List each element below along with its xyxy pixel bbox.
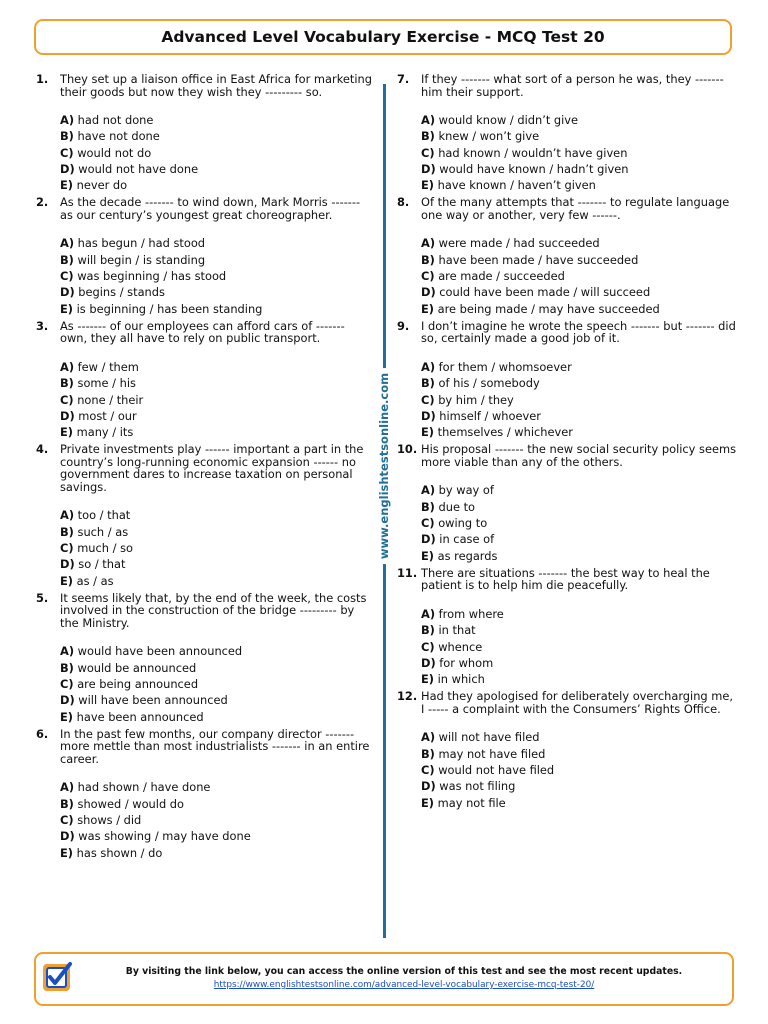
answer-option[interactable] [60,524,372,540]
option-text: was beginning / has stood [77,269,227,284]
option-text: would have known / hadn’t given [439,161,629,176]
option-letter: C) [60,145,74,160]
option-text: are being announced [77,677,199,692]
site-watermark: www.englishtestsonline.com [373,368,395,564]
question-text: I don’t imagine he wrote the speech ------- but ------- did so, certainly made a good job of it. [421,318,736,346]
option-letter: C) [60,541,74,556]
option-letter: B) [421,499,435,514]
option-text: will have been announced [78,693,228,708]
option-text: have not done [77,129,160,144]
option-letter: C) [421,516,435,531]
option-letter: C) [421,763,435,778]
answer-options [60,112,372,193]
question-number: 11. [397,565,418,580]
answer-option[interactable] [60,112,372,128]
online-test-link[interactable]: https://www.englishtestsonline.com/advanced-level-vocabulary-exercise-mcq-test-20/ [213,980,595,990]
answer-options [60,507,372,588]
option-letter: B) [60,660,74,675]
option-text: many / its [76,425,134,440]
option-text: would have been announced [77,644,243,659]
option-text: so / that [78,557,126,572]
option-text: will not have filed [438,730,540,745]
answer-option[interactable] [421,424,737,440]
answer-option[interactable] [60,643,372,659]
answer-option[interactable] [421,252,737,268]
option-letter: E) [60,573,73,588]
answer-option[interactable] [421,145,737,161]
option-text: as regards [437,548,498,563]
question-number: 9. [397,318,410,333]
answer-option[interactable] [421,671,737,687]
question-text: Private investments play ------ important a part in the country’s long-running economic expansion ------ no government dares to increase taxation on personal savings. [60,442,364,494]
answer-options [421,729,737,810]
answer-option[interactable] [421,746,737,762]
option-text: will begin / is standing [77,252,206,267]
option-text: by way of [438,483,494,498]
option-text: shows / did [77,813,142,828]
questions-column-right [397,73,737,814]
answer-option[interactable] [421,762,737,778]
option-letter: D) [421,408,436,423]
answer-option[interactable] [421,531,737,547]
answer-option[interactable] [60,268,372,284]
option-text: few / them [77,359,139,374]
option-letter: A) [60,113,75,127]
option-text: most / our [78,408,137,423]
option-text: would be announced [77,660,197,675]
option-text: has shown / do [76,845,163,860]
question-text: In the past few months, our company director ------- more mettle than most industrialists ------- in an entire career. [60,726,370,766]
answer-options [421,235,737,316]
question-item [36,728,372,861]
option-text: is beginning / has been standing [76,301,263,316]
option-text: could have been made / will succeed [439,285,651,300]
option-letter: A) [421,730,436,745]
option-letter: D) [60,693,75,708]
option-letter: A) [60,644,75,659]
answer-option[interactable] [421,177,737,193]
question-item [397,567,737,687]
question-item [397,320,737,440]
question-number: 2. [36,195,49,210]
answer-option[interactable] [421,161,737,177]
answer-option[interactable] [60,177,372,193]
option-letter: D) [60,557,75,572]
question-number: 12. [397,689,418,704]
option-text: would not have done [78,161,199,176]
answer-option[interactable] [421,375,737,391]
option-text: knew / won’t give [438,129,540,144]
question-text: As ------- of our employees can afford cars of ------- own, they all have to rely on public transport. [60,318,345,346]
option-letter: A) [60,508,75,523]
option-letter: A) [421,606,436,621]
option-letter: E) [421,672,434,687]
option-text: as / as [76,573,114,588]
option-text: in that [438,623,476,638]
answer-options [60,643,372,724]
answer-options [421,112,737,193]
answer-option[interactable] [60,556,372,572]
answer-option[interactable] [60,540,372,556]
option-letter: B) [421,252,435,267]
question-number: 5. [36,590,49,605]
answer-options [421,482,737,563]
answer-option[interactable] [421,795,737,811]
option-text: owing to [438,516,488,531]
option-text: from where [438,606,504,621]
option-text: have been announced [76,709,204,724]
option-text: never do [76,178,128,193]
option-text: were made / had succeeded [438,236,600,251]
question-item [36,592,372,725]
option-letter: A) [421,113,436,127]
option-letter: E) [421,795,434,810]
option-text: would know / didn’t give [438,113,579,127]
answer-option[interactable] [421,301,737,317]
question-text: If they ------- what sort of a person he was, they ------- him their support. [421,72,724,99]
question-text: His proposal ------- the new social security policy seems more viable than any of the others. [421,442,737,469]
option-letter: D) [421,285,436,300]
answer-option[interactable] [60,145,372,161]
answer-option[interactable] [60,284,372,300]
answer-option[interactable] [421,548,737,564]
option-letter: B) [421,129,435,144]
answer-option[interactable] [421,408,737,424]
question-text: Of the many attempts that ------- to regulate language one way or another, very few ------. [421,195,730,222]
option-text: was not filing [439,779,516,794]
option-letter: A) [60,780,75,795]
option-letter: B) [421,623,435,638]
answer-option[interactable] [421,359,737,375]
option-letter: B) [60,524,74,539]
option-text: may not have filed [438,746,546,761]
option-letter: A) [421,236,436,251]
answer-options [421,606,737,687]
footer-box [34,952,734,1006]
answer-option[interactable] [60,392,372,408]
option-letter: D) [60,829,75,844]
option-letter: E) [421,178,434,193]
page-title: Advanced Level Vocabulary Exercise - MCQ Test 20 [161,28,605,46]
answer-option[interactable] [421,268,737,284]
answer-option[interactable] [60,408,372,424]
answer-option[interactable] [60,709,372,725]
question-text: Had they apologised for deliberately overcharging me, I ----- a complaint with the Consumers’ Rights Office. [421,689,733,716]
option-letter: B) [60,252,74,267]
option-letter: B) [60,796,74,811]
option-letter: A) [60,236,75,251]
option-text: whence [438,639,483,654]
option-letter: A) [60,359,75,374]
option-text: showed / would do [77,796,184,811]
option-letter: D) [421,655,436,670]
option-letter: D) [421,161,436,176]
question-text: As the decade ------- to wind down, Mark Morris ------- as our century’s youngest great choreographer. [60,195,361,222]
answer-options [60,359,372,440]
answer-option[interactable] [60,692,372,708]
option-text: had not done [77,113,154,127]
answer-option[interactable] [60,779,372,795]
option-letter: E) [421,548,434,563]
option-letter: B) [60,376,74,391]
question-item [36,443,372,588]
option-letter: B) [421,746,435,761]
option-text: none / their [77,392,144,407]
question-item [36,196,372,316]
option-text: for whom [439,655,494,670]
answer-option[interactable] [421,112,737,128]
question-item [36,73,372,193]
option-text: such / as [77,524,129,539]
answer-option[interactable] [421,778,737,794]
option-text: are being made / may have succeeded [437,301,660,316]
answer-option[interactable] [60,375,372,391]
option-text: for them / whomsoever [438,359,572,374]
answer-option[interactable] [60,676,372,692]
answer-option[interactable] [421,622,737,638]
answer-options [60,779,372,860]
questions-column-left [36,73,372,864]
question-number: 10. [397,442,418,457]
answer-option[interactable] [421,499,737,515]
option-letter: E) [60,709,73,724]
answer-option[interactable] [421,482,737,498]
question-item [36,320,372,440]
option-letter: C) [60,677,74,692]
question-item [397,73,737,193]
title-box [34,19,732,55]
question-number: 4. [36,442,49,457]
question-text: They set up a liaison office in East Africa for marketing their goods but now they wish they --------- so. [60,72,372,99]
answer-option[interactable] [60,796,372,812]
option-text: have been made / have succeeded [438,252,639,267]
option-text: due to [438,499,476,514]
option-text: was showing / may have done [78,829,251,844]
option-letter: E) [421,425,434,440]
option-text: himself / whoever [439,408,541,423]
option-letter: C) [421,145,435,160]
option-letter: D) [60,408,75,423]
option-text: have known / haven’t given [437,178,596,193]
option-letter: B) [60,129,74,144]
answer-option[interactable] [60,161,372,177]
answer-option[interactable] [60,301,372,317]
option-letter: E) [421,301,434,316]
option-letter: C) [60,269,74,284]
answer-options [60,235,372,316]
answer-option[interactable] [421,606,737,622]
option-text: too / that [77,508,131,523]
option-text: may not file [437,795,506,810]
question-number: 8. [397,195,410,210]
answer-option[interactable] [60,128,372,144]
answer-option[interactable] [60,660,372,676]
answer-option[interactable] [421,284,737,300]
option-letter: E) [60,425,73,440]
question-number: 1. [36,72,49,86]
option-text: had shown / have done [77,780,211,795]
answer-option[interactable] [60,252,372,268]
question-item [397,196,737,316]
option-text: has begun / had stood [77,236,206,251]
answer-option[interactable] [421,655,737,671]
option-text: in case of [439,532,495,547]
footer-notice: By visiting the link below, you can access the online version of this test and see the most recent updates. [125,966,683,977]
option-letter: D) [60,285,75,300]
option-text: would not do [77,145,152,160]
option-text: in which [437,672,485,687]
option-text: begins / stands [78,285,165,300]
question-item [397,690,737,810]
answer-option[interactable] [60,845,372,861]
question-text: It seems likely that, by the end of the week, the costs involved in the construction of the bridge --------- by the Ministry. [60,590,367,630]
question-item [397,443,737,563]
option-letter: D) [421,779,436,794]
answer-option[interactable] [60,812,372,828]
question-number: 7. [397,72,410,86]
option-letter: E) [60,301,73,316]
checkbox-check-icon [41,961,73,993]
option-letter: D) [60,161,75,176]
answer-option[interactable] [421,128,737,144]
question-text: There are situations ------- the best way to heal the patient is to help him die peacefully. [421,565,710,593]
option-text: had known / wouldn’t have given [438,145,628,160]
option-text: by him / they [438,392,514,407]
answer-option[interactable] [60,359,372,375]
answer-option[interactable] [60,828,372,844]
option-text: much / so [77,541,133,556]
option-letter: C) [60,392,74,407]
option-letter: E) [60,178,73,193]
answer-option[interactable] [421,729,737,745]
option-text: themselves / whichever [437,425,573,440]
option-text: are made / succeeded [438,269,565,284]
answer-option[interactable] [60,235,372,251]
option-letter: E) [60,845,73,860]
option-letter: A) [421,483,436,498]
option-letter: C) [421,392,435,407]
answer-option[interactable] [421,235,737,251]
option-letter: A) [421,359,436,374]
answer-option[interactable] [421,639,737,655]
answer-option[interactable] [60,507,372,523]
option-letter: D) [421,532,436,547]
answer-option[interactable] [60,424,372,440]
question-number: 6. [36,726,49,741]
option-text: of his / somebody [438,376,540,391]
answer-option[interactable] [60,573,372,589]
option-text: would not have filed [438,763,555,778]
option-text: some / his [77,376,136,391]
option-letter: C) [60,813,74,828]
option-letter: B) [421,376,435,391]
answer-option[interactable] [421,515,737,531]
answer-option[interactable] [421,392,737,408]
option-letter: C) [421,639,435,654]
question-number: 3. [36,318,49,333]
option-letter: C) [421,269,435,284]
answer-options [421,359,737,440]
